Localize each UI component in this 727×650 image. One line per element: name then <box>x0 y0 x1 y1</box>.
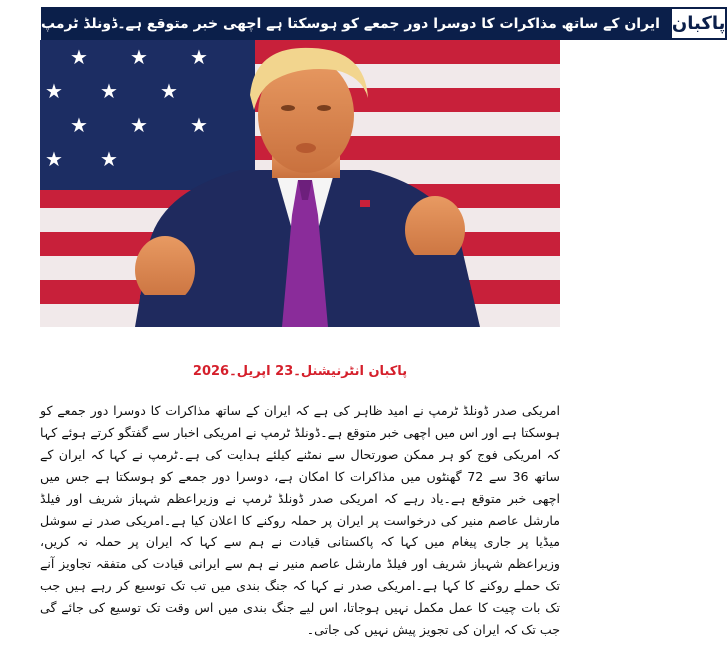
header-banner <box>41 7 726 40</box>
svg-text:★: ★ <box>45 79 63 103</box>
svg-text:★: ★ <box>70 113 88 137</box>
svg-text:★: ★ <box>45 147 63 171</box>
article-paragraph: امریکی صدر ڈونلڈ ٹرمپ نے امید ظاہر کی ہے کہ ایران کے ساتھ مذاکرات کا دوسرا دور جمعے کو ہوسکتا ہے اور اس میں اچھی خبر متوقع ہے۔ڈونلڈ ٹرمپ نے امریکی اخبار سے گفتگو کرتے ہوئے کہا کہ امریکی فوج کو ہر ممکن صورتحال سے نمٹنے کیلئے ہدایت کی ہے۔ٹرمپ نے کہا کہ ایران کے ساتھ 36 سے 72 گھنٹوں میں مذاکرات کا امکان ہے، دوسرا دور جمعے کو ہوسکتا ہے جس میں اچھی خبر متوقع ہے۔یاد رہے کہ امریکی صدر ڈونلڈ ٹرمپ نے وزیراعظم شہباز شریف اور فیلڈ مارشل عاصم منیر کی درخواست پر ایران پر حملہ روکنے کا اعلان کیا ہے۔امریکی صدر نے سوشل میڈیا پر جاری پیغام میں کہا کہ پاکستانی قیادت نے ہم سے کہا کہ ایران پر حملہ نہ کریں، وزیراعظم شہباز شریف اور فیلڈ مارشل عاصم منیر نے ہم سے ایرانی قیادت کی متفقہ تجاویز آنے تک حملے روکنے کا کہا ہے۔امریکی صدر نے کہا کہ جنگ بندی میں تب تک توسیع کر رہے ہیں جب تک بات چیت کا عمل مکمل نہیں ہوجاتا، اس لیے جنگ بندی میں اس وقت تک توسیع کی جائے گی جب تک کہ ایران کی تجویز پیش نہیں کی جاتی۔ <box>40 403 560 638</box>
svg-text:★: ★ <box>190 45 208 69</box>
article-body <box>40 400 560 641</box>
svg-text:★: ★ <box>100 79 118 103</box>
news-photo-illustration <box>40 40 560 327</box>
svg-text:★: ★ <box>70 45 88 69</box>
headline: ایران کے ساتھ مذاکرات کا دوسرا دور جمعے کو ہوسکتا ہے اچھی خبر متوقع ہے۔ڈونلڈ ٹرمپ <box>41 7 670 40</box>
site-logo[interactable]: پاکبان <box>670 7 727 40</box>
svg-text:★: ★ <box>130 45 148 69</box>
svg-text:★: ★ <box>160 79 178 103</box>
svg-text:★: ★ <box>130 113 148 137</box>
svg-text:★: ★ <box>190 113 208 137</box>
dateline: پاکبان انٹرنیشنل۔23 اپریل۔2026 <box>192 364 408 379</box>
news-photo <box>40 40 560 327</box>
svg-text:★: ★ <box>100 147 118 171</box>
